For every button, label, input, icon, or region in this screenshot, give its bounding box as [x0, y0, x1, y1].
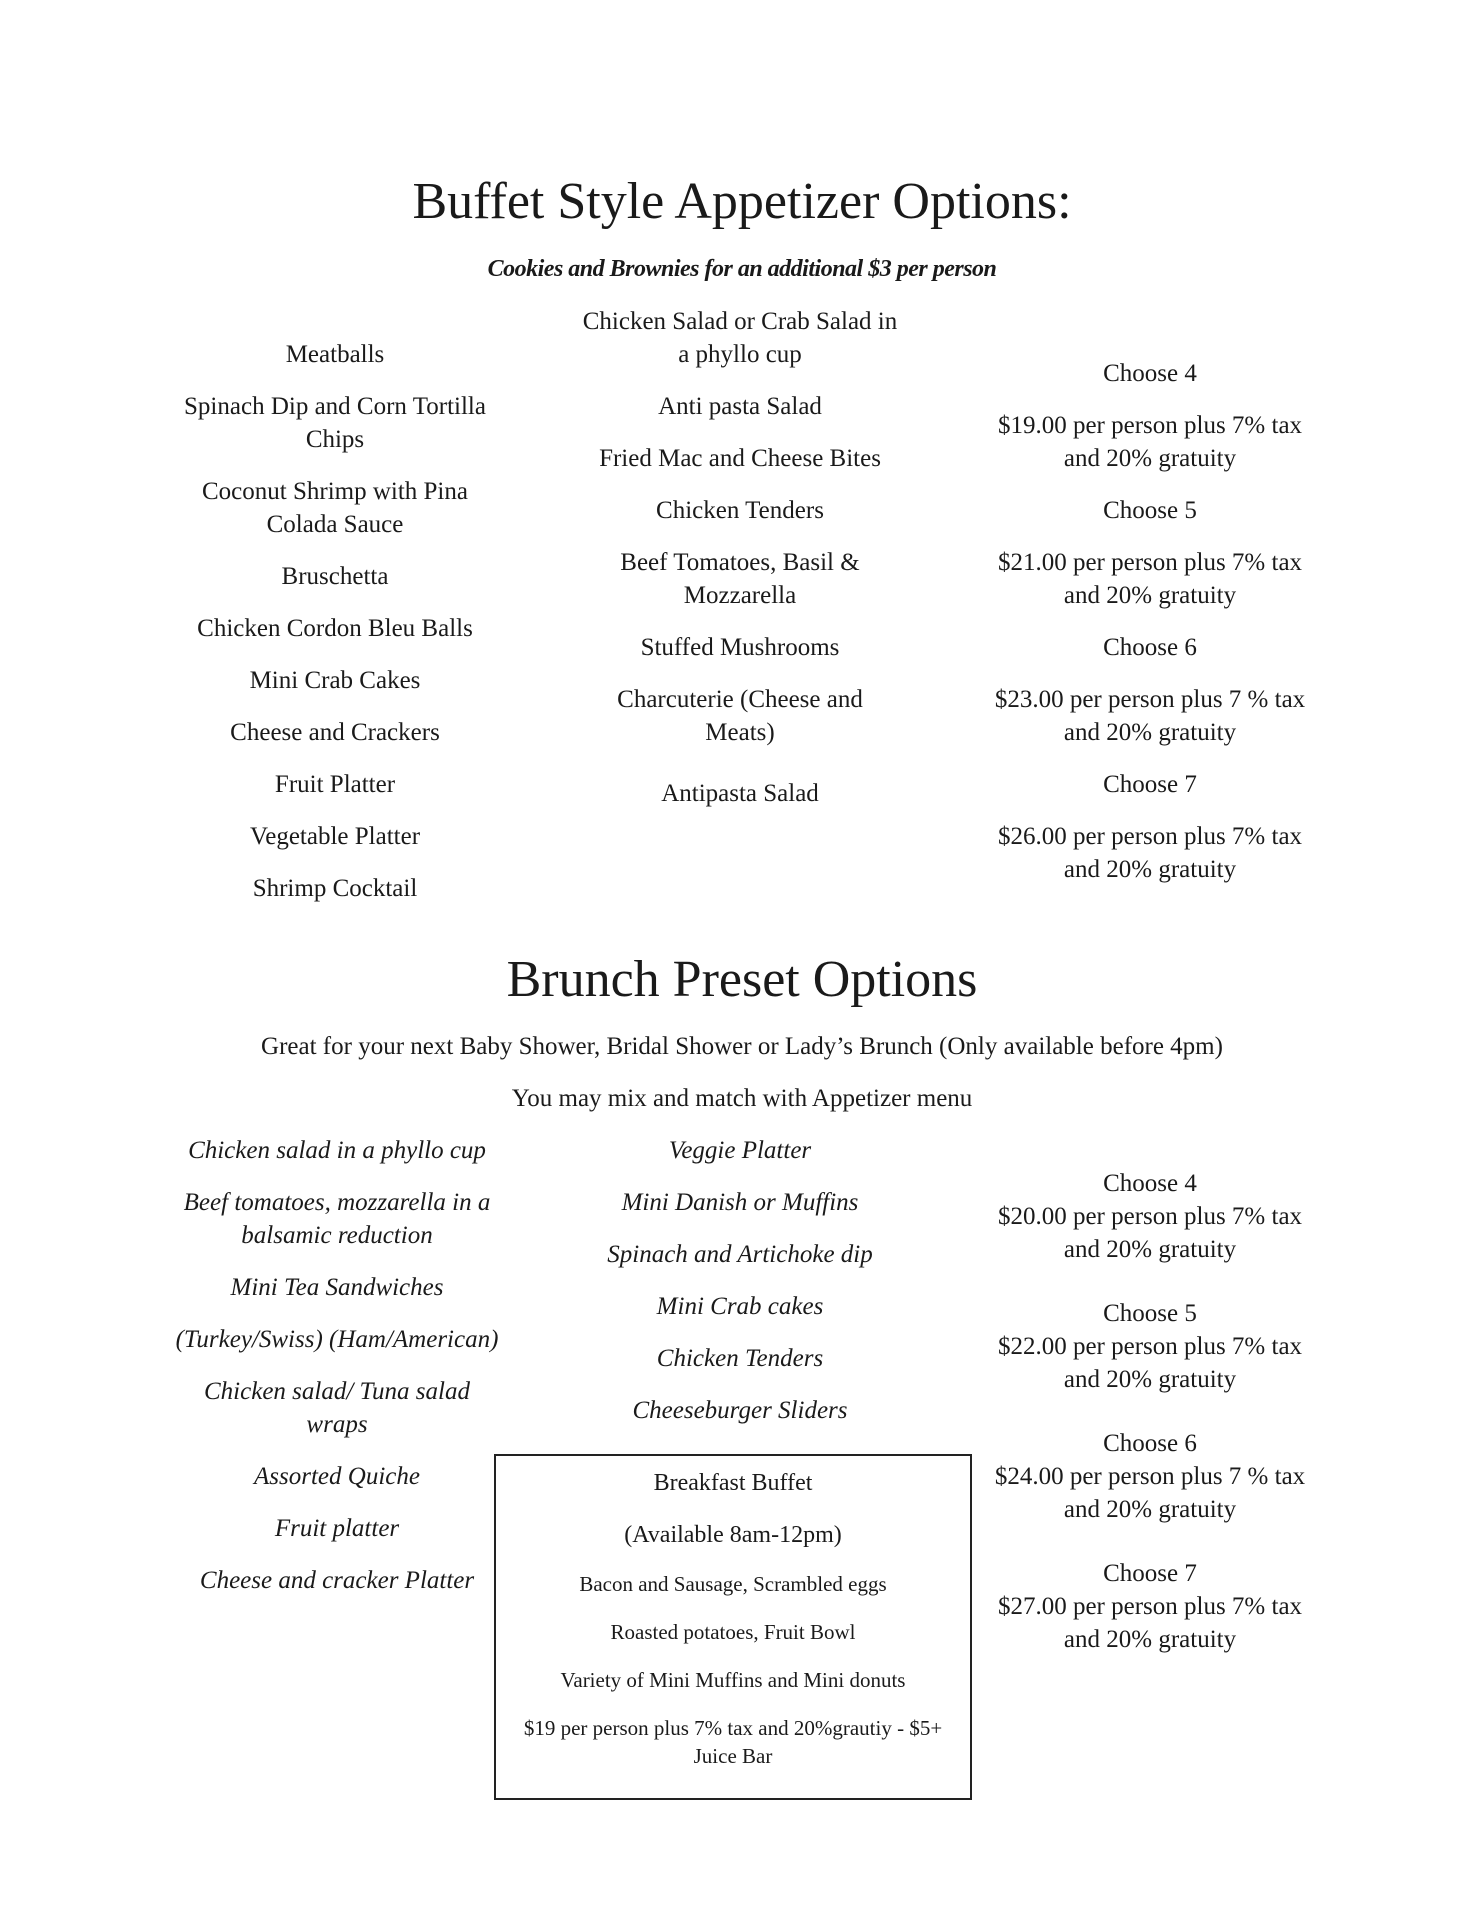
choose-label: Choose 7	[1103, 771, 1197, 798]
appetizer-column-1	[180, 338, 490, 924]
breakfast-buffet-item: Bacon and Sausage, Scrambled eggs	[579, 1572, 887, 1596]
menu-item: Chicken Cordon Bleu Balls	[197, 615, 473, 642]
breakfast-buffet-hours: (Available 8am-12pm)	[624, 1522, 842, 1548]
menu-item: Cheese and cracker Platter	[199, 1567, 475, 1594]
menu-item: Chicken salad in a phyllo cup	[188, 1137, 486, 1164]
menu-item: Veggie Platter	[668, 1137, 812, 1164]
breakfast-buffet-item: Roasted potatoes, Fruit Bowl	[610, 1620, 856, 1644]
menu-item: Beef Tomatoes, Basil & Mozzarella	[620, 549, 860, 609]
menu-item: Cheeseburger Sliders	[632, 1397, 848, 1424]
menu-item: Anti pasta Salad	[658, 393, 822, 420]
menu-item: Fried Mac and Cheese Bites	[599, 445, 881, 472]
choose-label: Choose 5	[1103, 1300, 1197, 1327]
menu-item: Chicken salad/ Tuna salad wraps	[204, 1378, 470, 1438]
menu-item: Fruit Platter	[274, 771, 396, 798]
menu-item: Mini Tea Sandwiches	[230, 1274, 444, 1301]
price-text: $22.00 per person plus 7% tax and 20% gratuity	[997, 1333, 1303, 1393]
price-text: $26.00 per person plus 7% tax and 20% gratuity	[997, 823, 1303, 883]
brunch-column-2	[580, 1134, 900, 1446]
brunch-mix-note: You may mix and match with Appetizer menu	[511, 1085, 973, 1112]
menu-item: Fruit platter	[274, 1515, 400, 1542]
breakfast-buffet-price: $19 per person plus 7% tax and 20%grautiy - $5+ Juice Bar	[523, 1716, 943, 1768]
menu-item: Bruschetta	[281, 563, 389, 590]
breakfast-buffet-box	[494, 1454, 972, 1800]
menu-item: (Turkey/Swiss) (Ham/American)	[175, 1326, 499, 1353]
menu-item: Chicken Tenders	[656, 1345, 824, 1372]
price-text: $27.00 per person plus 7% tax and 20% gratuity	[997, 1593, 1303, 1653]
price-text: $23.00 per person plus 7 % tax and 20% gratuity	[994, 686, 1306, 746]
menu-item: Mini Crab Cakes	[249, 667, 421, 694]
choose-label: Choose 4	[1103, 360, 1197, 387]
menu-item: Chicken Salad or Crab Salad in a phyllo cup	[582, 308, 898, 368]
choose-label: Choose 4	[1103, 1170, 1197, 1197]
brunch-pricing	[980, 1167, 1320, 1656]
menu-item: Chicken Tenders	[656, 497, 824, 524]
menu-item: Stuffed Mushrooms	[640, 634, 840, 661]
menu-item: Antipasta Salad	[661, 780, 819, 807]
appetizer-title: Buffet Style Appetizer Options:	[412, 173, 1072, 230]
menu-item: Spinach Dip and Corn Tortilla Chips	[184, 393, 486, 453]
price-text: $24.00 per person plus 7 % tax and 20% gratuity	[994, 1463, 1306, 1523]
price-text: $21.00 per person plus 7% tax and 20% gratuity	[997, 549, 1303, 609]
menu-item: Charcuterie (Cheese and Meats)	[617, 686, 863, 746]
breakfast-buffet-title: Breakfast Buffet	[653, 1470, 813, 1496]
brunch-note: Great for your next Baby Shower, Bridal Shower or Lady’s Brunch (Only available before 4pm)	[261, 1033, 1223, 1060]
menu-item: Meatballs	[285, 341, 385, 368]
menu-item: Cheese and Crackers	[230, 719, 440, 746]
brunch-title: Brunch Preset Options	[506, 951, 978, 1008]
menu-item: Mini Danish or Muffins	[621, 1189, 859, 1216]
choose-label: Choose 7	[1103, 1560, 1197, 1587]
menu-item: Mini Crab cakes	[656, 1293, 824, 1320]
breakfast-buffet-item: Variety of Mini Muffins and Mini donuts	[560, 1668, 906, 1692]
choose-label: Choose 5	[1103, 497, 1197, 524]
menu-item: Shrimp Cocktail	[252, 875, 418, 902]
menu-item: Assorted Quiche	[254, 1463, 420, 1490]
appetizer-pricing	[980, 357, 1320, 905]
appetizer-column-2	[580, 305, 900, 829]
menu-item: Beef tomatoes, mozzarella in a balsamic reduction	[183, 1189, 491, 1249]
price-text: $19.00 per person plus 7% tax and 20% gratuity	[997, 412, 1303, 472]
choose-label: Choose 6	[1103, 1430, 1197, 1457]
menu-item: Vegetable Platter	[249, 823, 421, 850]
price-text: $20.00 per person plus 7% tax and 20% gratuity	[997, 1203, 1303, 1263]
menu-item: Spinach and Artichoke dip	[607, 1241, 873, 1268]
brunch-column-1	[172, 1134, 502, 1616]
appetizer-subtitle: Cookies and Brownies for an additional $3 per person	[487, 256, 997, 282]
menu-item: Coconut Shrimp with Pina Colada Sauce	[202, 478, 468, 538]
choose-label: Choose 6	[1103, 634, 1197, 661]
